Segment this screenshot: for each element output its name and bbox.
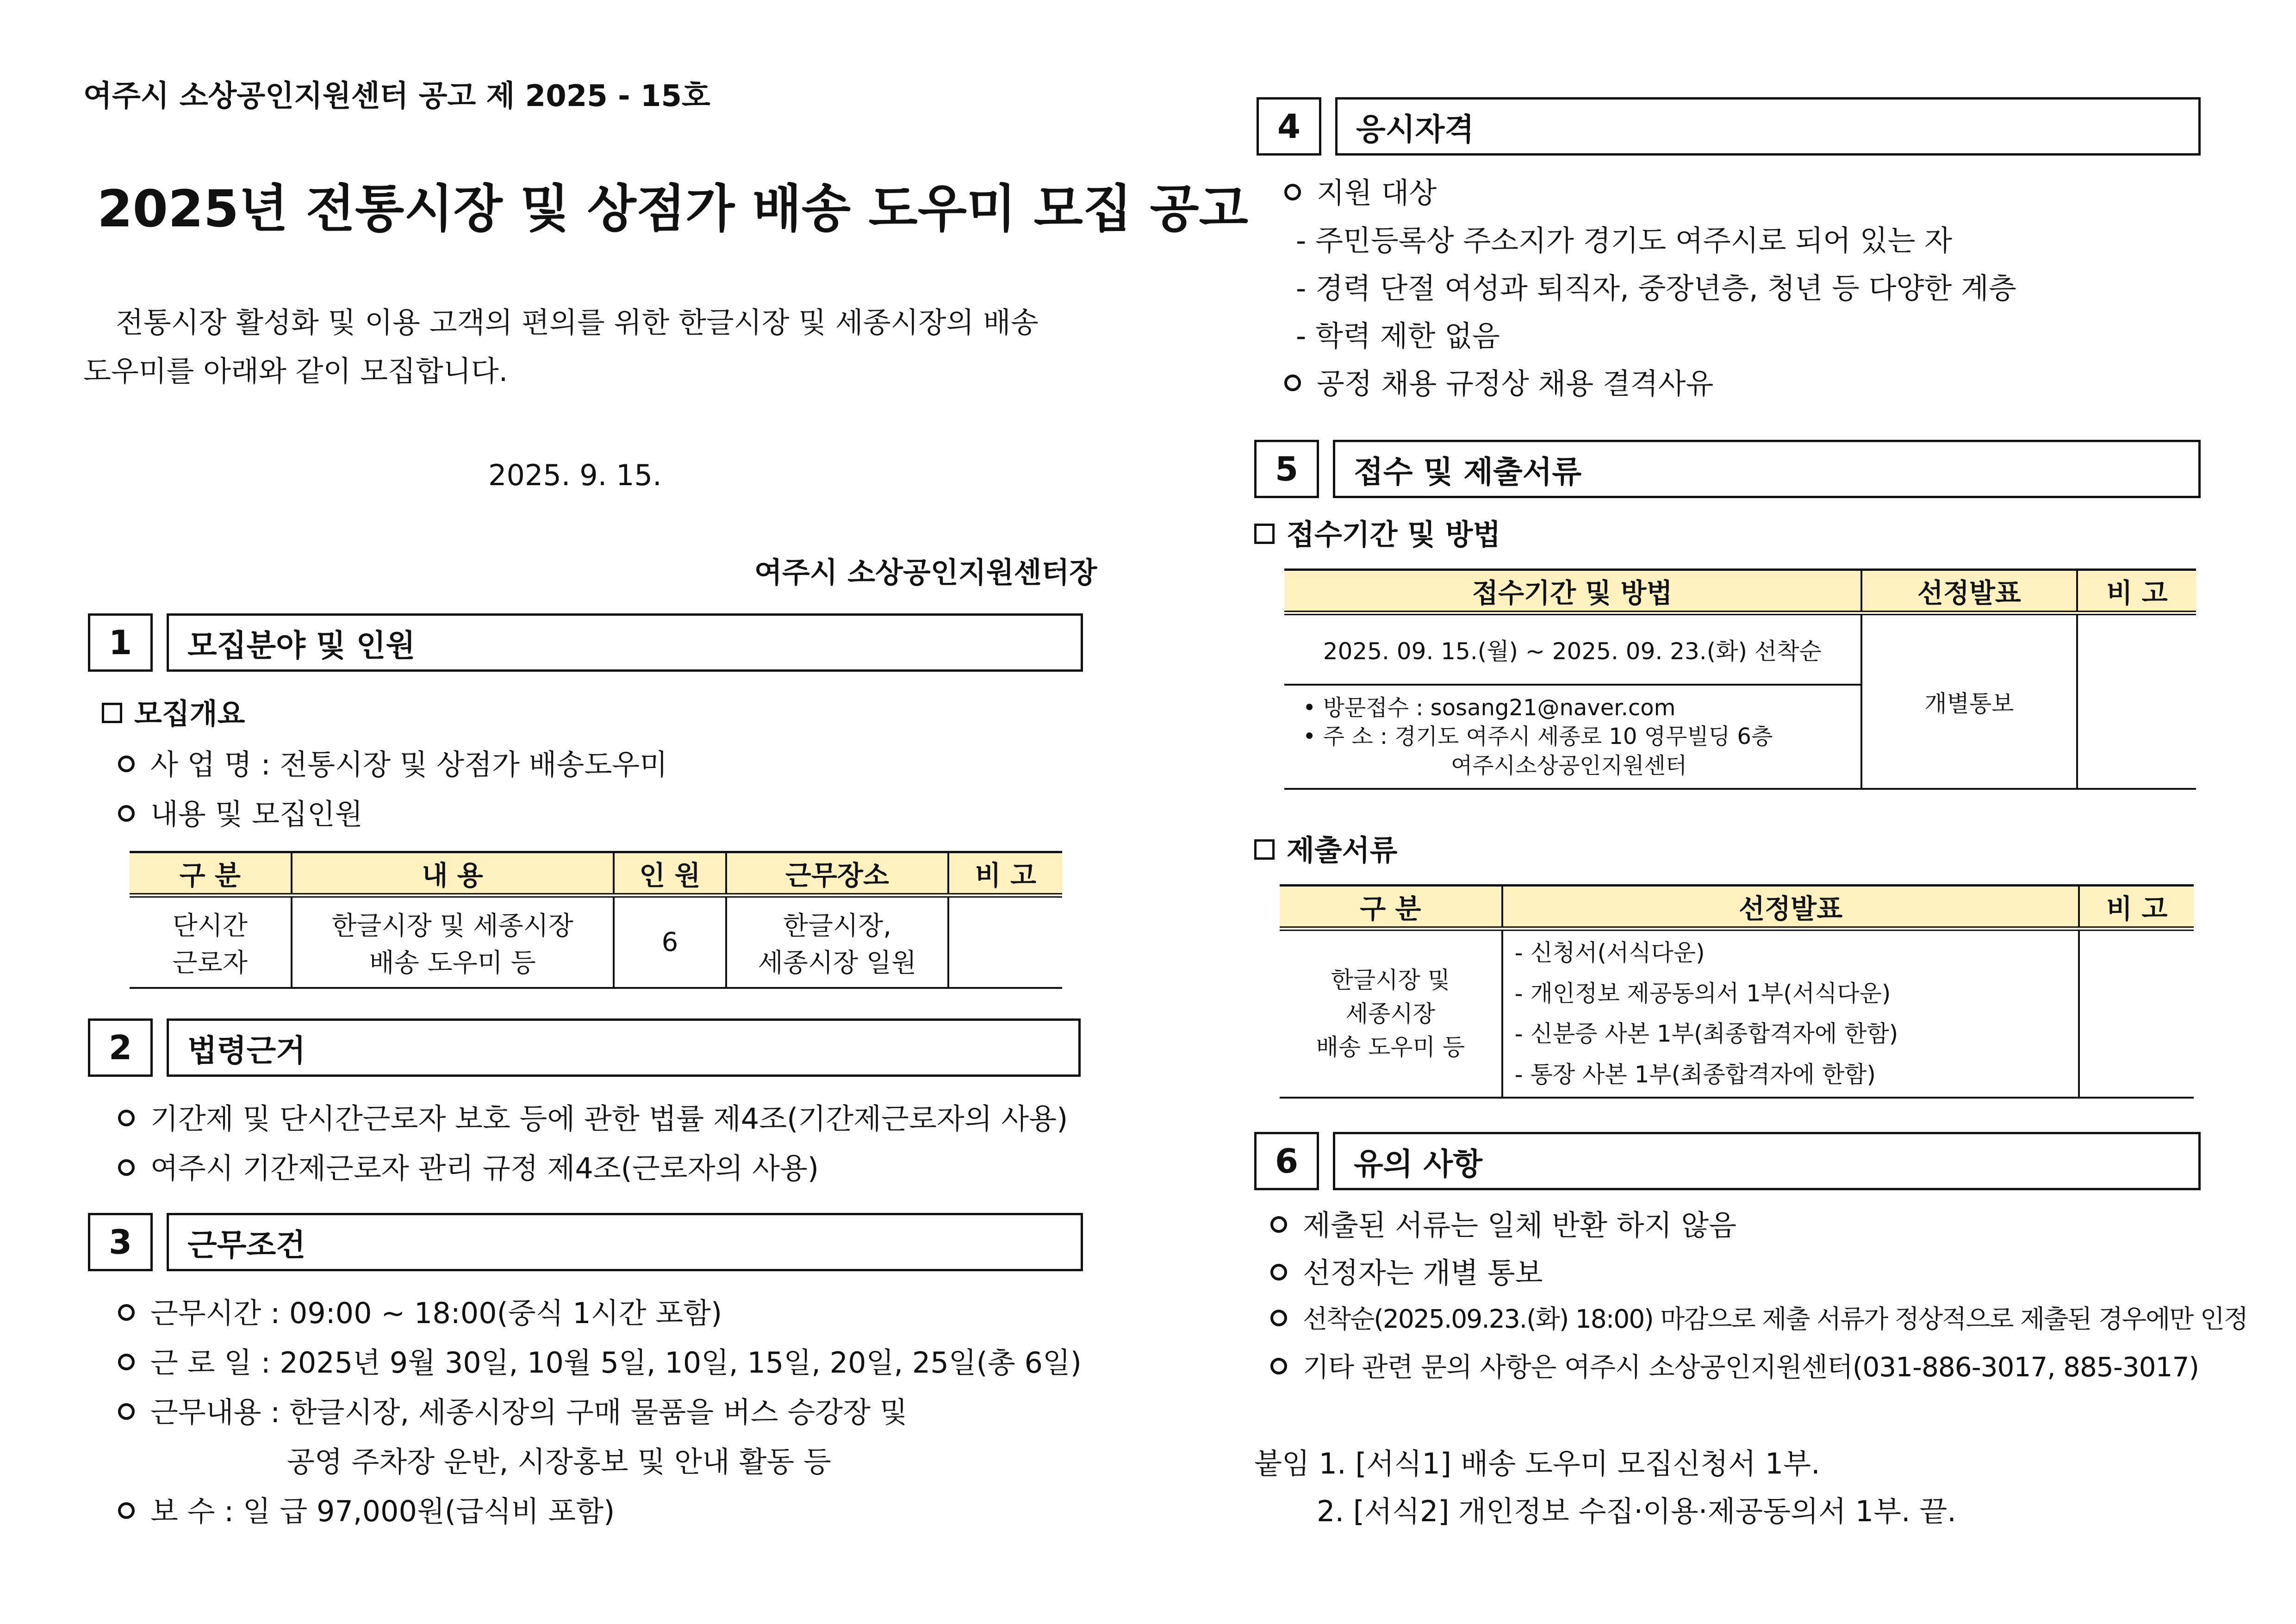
circle-bullet-icon: [118, 805, 135, 822]
dash-item: - 학력 제한 없음: [1296, 319, 1500, 353]
recruitment-table: [130, 851, 1062, 989]
section-3-title: 근무조건: [167, 1213, 1083, 1271]
section-1-title: 모집분야 및 인원: [167, 613, 1083, 672]
dash-item: - 주민등록상 주소지가 경기도 여주시로 되어 있는 자: [1296, 224, 1953, 257]
table-header: 선정발표: [1502, 886, 2079, 929]
circle-bullet-icon: [1270, 1216, 1287, 1233]
section-1-number: 1: [88, 613, 153, 672]
list-item: 기타 관련 문의 사항은 여주시 소상공인지원센터(031-886-3017, 885-3017): [1270, 1351, 2199, 1384]
table-row: [1284, 613, 2196, 685]
circle-bullet-icon: [118, 1502, 135, 1519]
checkbox-square-icon: [1254, 839, 1275, 860]
application-period: 2025. 09. 15.(월) ~ 2025. 09. 23.(화) 선착순: [1284, 613, 1861, 685]
circle-bullet-icon: [118, 756, 135, 772]
list-item: 여주시 기간제근로자 관리 규정 제4조(근로자의 사용): [118, 1151, 819, 1186]
table-cell: [2079, 929, 2194, 1098]
list-item: 사 업 명 : 전통시장 및 상점가 배송도우미: [118, 748, 667, 782]
section-2-title: 법령근거: [167, 1018, 1081, 1077]
section-1-subheading: 모집개요: [102, 697, 245, 731]
table-header: 구 분: [1280, 886, 1502, 929]
list-item: 내용 및 모집인원: [118, 797, 363, 831]
section-5-number: 5: [1254, 440, 1319, 498]
table-header: 내 용: [292, 852, 614, 896]
section-3-header: [88, 1213, 1083, 1273]
intro-line-2: 도우미를 아래와 같이 모집합니다.: [83, 354, 508, 388]
list-item: 제출된 서류는 일체 반환 하지 않음: [1270, 1208, 1736, 1243]
checkbox-square-icon: [102, 703, 122, 723]
section-2-header: [88, 1018, 1081, 1079]
circle-bullet-icon: [1284, 375, 1301, 391]
list-item: 지원 대상: [1284, 176, 1437, 210]
section-6-number: 6: [1254, 1132, 1319, 1190]
table-cell: 한글시장 및 세종시장 배송 도우미 등: [292, 895, 614, 988]
section-6-title: 유의 사항: [1333, 1132, 2201, 1190]
section-4-number: 4: [1257, 97, 1321, 156]
section-3-number: 3: [88, 1213, 153, 1271]
table-row: [130, 895, 1062, 988]
table-header: 선정발표: [1861, 570, 2078, 613]
table-header: 구 분: [130, 852, 292, 896]
list-item: 기간제 및 단시간근로자 보호 등에 관한 법률 제4조(기간제근로자의 사용): [118, 1102, 1068, 1136]
table-cell: 단시간 근로자: [130, 895, 292, 988]
table-header: 인 원: [614, 852, 726, 896]
section-1-header: [88, 613, 1083, 674]
circle-bullet-icon: [1284, 184, 1301, 200]
list-item: 선착순(2025.09.23.(화) 18:00) 마감으로 제출 서류가 정상적으로 제출된 경우에만 인정: [1270, 1304, 2247, 1334]
circle-bullet-icon: [118, 1159, 135, 1176]
circle-bullet-icon: [1270, 1358, 1287, 1374]
list-item: 선정자는 개별 통보: [1270, 1256, 1543, 1290]
dash-item: - 경력 단절 여성과 퇴직자, 중장년층, 청년 등 다양한 계층: [1296, 271, 2016, 305]
attachment-2: 2. [서식2] 개인정보 수집·이용·제공동의서 1부. 끝.: [1317, 1494, 1956, 1528]
table-header: 비 고: [948, 852, 1062, 896]
application-table: [1284, 568, 2196, 790]
circle-bullet-icon: [118, 1403, 135, 1420]
page-title: 2025년 전통시장 및 상점가 배송 도우미 모집 공고: [97, 179, 1248, 238]
documents-table: [1280, 884, 2194, 1099]
application-method: • 방문접수 : sosang21@naver.com • 주 소 : 경기도 여주시 세종로 10 영무빌딩 6층 여주시소상공인지원센터: [1284, 685, 1861, 789]
notice-number: 여주시 소상공인지원센터 공고 제 2025 - 15호: [83, 79, 710, 113]
section-2-number: 2: [88, 1018, 153, 1077]
circle-bullet-icon: [1270, 1310, 1287, 1326]
list-item: 보 수 : 일 급 97,000원(급식비 포함): [118, 1494, 615, 1529]
notice-date: 2025. 9. 15.: [488, 458, 662, 492]
table-cell: [948, 895, 1062, 988]
document-category: 한글시장 및 세종시장 배송 도우미 등: [1280, 929, 1502, 1098]
circle-bullet-icon: [118, 1304, 135, 1321]
intro-line-1: 전통시장 활성화 및 이용 고객의 편의를 위한 한글시장 및 세종시장의 배송: [116, 306, 1039, 339]
table-cell: 한글시장, 세종시장 일원: [726, 895, 948, 988]
list-item: 공정 채용 규정상 채용 결격사유: [1284, 367, 1713, 401]
list-item: 근무내용 : 한글시장, 세종시장의 구매 물품을 버스 승강장 및: [118, 1395, 908, 1430]
circle-bullet-icon: [118, 1354, 135, 1370]
circle-bullet-icon: [118, 1110, 135, 1126]
table-cell: 6: [614, 895, 726, 988]
table-header: 비 고: [2079, 886, 2194, 929]
table-header: 비 고: [2077, 570, 2196, 613]
section-4-header: [1257, 97, 2201, 157]
section-5-subheading-1: 접수기간 및 방법: [1254, 518, 1500, 552]
section-4-title: 응시자격: [1335, 97, 2201, 156]
section-5-header: [1254, 440, 2201, 500]
section-6-header: [1254, 1132, 2201, 1192]
table-header: 접수기간 및 방법: [1284, 570, 1861, 613]
issuer: 여주시 소상공인지원센터장: [754, 556, 1097, 589]
table-row: [1280, 929, 2194, 1098]
checkbox-square-icon: [1254, 524, 1275, 544]
result-notice: 개별통보: [1861, 613, 2078, 789]
document-list: - 신청서(서식다운) - 개인정보 제공동의서 1부(서식다운) - 신분증 사본 1부(최종합격자에 한함) - 통장 사본 1부(최종합격자에 한함): [1502, 929, 2079, 1098]
section-5-title: 접수 및 제출서류: [1333, 440, 2201, 498]
list-item: 근 로 일 : 2025년 9월 30일, 10월 5일, 10일, 15일, 20일, 25일(총 6일): [118, 1346, 1082, 1380]
table-cell: [2077, 613, 2196, 789]
list-item-continuation: 공영 주차장 운반, 시장홍보 및 안내 활동 등: [287, 1445, 831, 1479]
section-5-subheading-2: 제출서류: [1254, 833, 1398, 868]
attachment-1: 붙임 1. [서식1] 배송 도우미 모집신청서 1부.: [1254, 1447, 1820, 1480]
list-item: 근무시간 : 09:00 ~ 18:00(중식 1시간 포함): [118, 1296, 722, 1330]
circle-bullet-icon: [1270, 1264, 1287, 1280]
table-header: 근무장소: [726, 852, 948, 896]
